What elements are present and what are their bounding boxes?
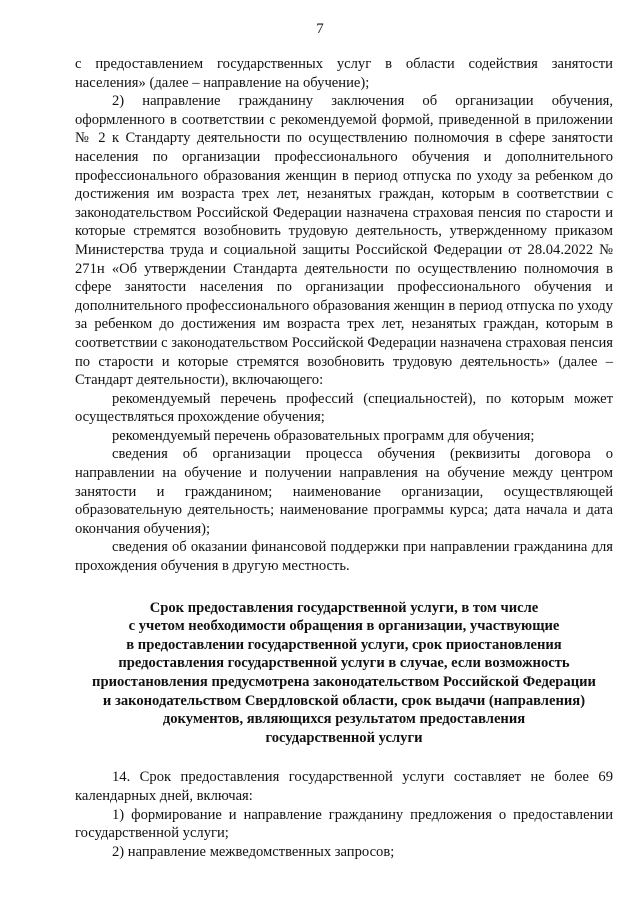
document-body: [75, 55, 613, 861]
page-number: 7: [316, 21, 324, 37]
paragraphs-bottom: [75, 768, 613, 861]
paragraph: 2) направление гражданину заключения об организации обучения, оформленного в соответствии с рекомендуемой формой, приведенной в приложении № 2 к Стандарту деятельности по осуществлению полномочия в сфере занятости населения по организации профессионального обучения и дополнительного профессионального образования женщин в период отпуска по уходу за ребенком до достижения им возраста трех лет, незанятых граждан, которым в соответствии с законодательством Российской Федерации назначена страховая пенсия по старости и которые стремятся возобновить трудовую деятельность, утвержденному приказом Министерства труда и социальной защиты Российской Федерации от 28.04.2022 № 271н «Об утверждении Стандарта деятельности по осуществлению полномочия в сфере занятости населения по организации профессионального обучения и дополнительного профессионального образования женщин в период отпуска по уходу за ребенком до достижения им возраста трех лет, незанятых граждан, которым в соответствии с законодательством Российской Федерации назначена страховая пенсия по старости и которые стремятся возобновить трудовую деятельность» (далее – Стандарт деятельности), включающего:: [75, 93, 613, 389]
paragraph: сведения об оказании финансовой поддержки при направлении гражданина для прохождения обучения в другую местность.: [75, 539, 613, 575]
paragraph: сведения об организации процесса обучения (реквизиты договора о направлении на обучение и получении направления на обучение между центром занятости и гражданином; наименование организации, осуществляющей образовательную деятельность; наименование программы курса; дата начала и дата окончания обучения);: [75, 446, 613, 537]
heading-line: предоставления государственной услуги в случае, если возможность: [118, 655, 570, 672]
heading-line: приостановления предусмотрена законодательством Российской Федерации: [92, 674, 596, 690]
paragraph: рекомендуемый перечень образовательных программ для обучения;: [112, 427, 535, 444]
heading-line: государственной услуги: [265, 729, 423, 746]
heading-line: с учетом необходимости обращения в организации, участвующие: [128, 618, 560, 635]
paragraph: 1) формирование и направление гражданину предложения о предоставлении государственной услуги;: [75, 806, 613, 842]
section-heading: [75, 599, 613, 748]
heading-line: в предоставлении государственной услуги, срок приостановления: [126, 636, 562, 653]
paragraph: рекомендуемый перечень профессий (специальностей), по которым может осуществляться прохождение обучения;: [75, 390, 613, 426]
heading-line: и законодательством Свердловской области, срок выдачи (направления): [102, 692, 586, 709]
paragraphs-top: [75, 55, 613, 576]
paragraph: 2) направление межведомственных запросов;: [112, 843, 395, 860]
paragraph: 14. Срок предоставления государственной услуги составляет не более 69 календарных дней, включая:: [75, 769, 613, 804]
heading-line: Срок предоставления государственной услуги, в том числе: [149, 599, 539, 616]
paragraph: с предоставлением государственных услуг в области содействия занятости населения» (далее – направление на обучение);: [75, 56, 613, 91]
heading-line: документов, являющихся результатом предоставления: [162, 711, 526, 728]
